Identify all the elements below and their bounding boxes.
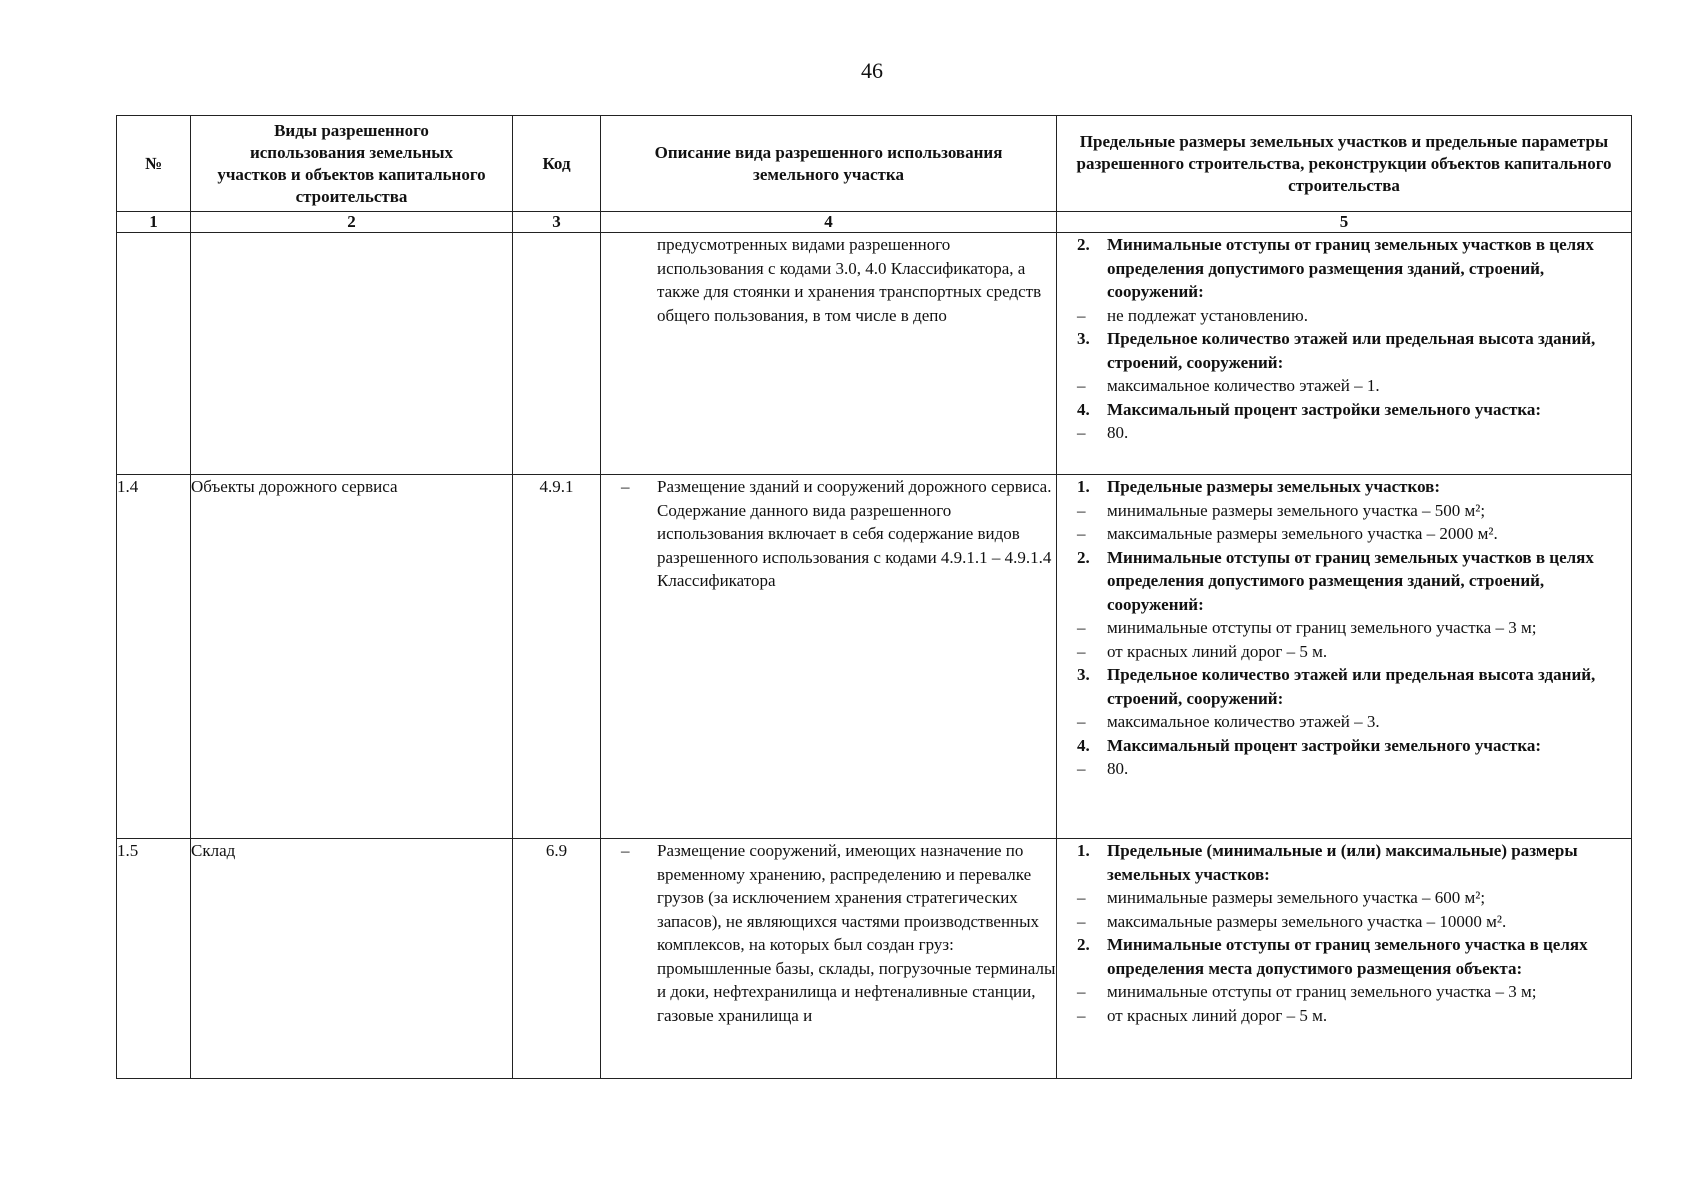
column-index: 1 [117,212,191,233]
parameter-text: Максимальный процент застройки земельного участка: [1107,399,1542,419]
parameter-item [1057,910,1631,934]
parameter-text: максимальные размеры земельного участка – 10000 м². [1107,911,1507,931]
parameter-item [1057,374,1631,398]
use-type-name [191,233,513,475]
land-use-table [116,115,1632,1079]
description-line [601,233,1056,327]
parameter-item [1057,304,1631,328]
parameter-item [1057,710,1631,734]
item-number: 3. [1077,329,1090,348]
parameter-text: Минимальные отступы от границ земельного участка в целях определения места допустимого размещения объекта: [1107,935,1588,978]
parameter-text: не подлежат установлению. [1107,305,1309,325]
header-code: Код [513,116,601,212]
parameter-text: минимальные отступы от границ земельного участка – 3 м; [1107,618,1537,637]
parameter-text: 80. [1107,759,1129,778]
parameter-item [1057,616,1631,640]
use-description [601,233,1057,475]
description-text: Размещение зданий и сооружений дорожного сервиса. Содержание данного вида разрешенного использования включает в себя содержание видов разрешенного использования с кодами 4.9.1.1 – 4.9.1.4 Классификатора [657,477,1052,590]
parameter-heading [1057,839,1631,886]
header-parameters: Предельные размеры земельных участков и предельные параметры разрешенного строительства, реконструкции объектов капитального строительства [1057,116,1632,212]
header-description: Описание вида разрешенного использования земельного участка [601,116,1057,212]
parameter-text: Предельные размеры земельных участков: [1107,477,1441,496]
parameter-item [1057,421,1631,445]
parameter-item [1057,886,1631,910]
item-number: 2. [1077,235,1090,254]
dash-marker: – [1077,712,1086,731]
dash-marker: – [1077,376,1086,395]
dash-marker: – [621,477,630,496]
parameter-text: Предельное количество этажей или предельная высота зданий, строений, сооружений: [1107,329,1596,372]
column-index: 3 [513,212,601,233]
column-index-row [117,212,1632,233]
header-no: № [117,116,191,212]
parameter-heading [1057,663,1631,710]
parameter-item [1057,1004,1631,1028]
header-row [117,116,1632,212]
item-number: 1. [1077,477,1090,496]
dash-marker: – [1077,759,1086,778]
dash-marker: – [1077,524,1086,543]
dash-marker: – [1077,305,1086,325]
column-index: 4 [601,212,1057,233]
parameter-item [1057,757,1631,781]
parameter-text: 80. [1107,423,1129,442]
parameter-heading [1057,398,1631,422]
description-line [601,839,1056,1027]
dash-marker: – [1077,423,1086,442]
column-index: 5 [1057,212,1632,233]
parameter-text: от красных линий дорог – 5 м. [1107,1005,1328,1025]
parameter-text: максимальные размеры земельного участка – 2000 м². [1107,524,1498,543]
parameter-text: максимальное количество этажей – 1. [1107,376,1380,395]
use-type-code: 4.9.1 [513,475,601,839]
parameter-heading [1057,233,1631,304]
table-row [117,839,1632,1079]
use-type-code: 6.9 [513,839,601,1079]
description-line [601,475,1056,593]
dash-marker: – [1077,641,1086,661]
parameters-cell [1057,475,1632,839]
description-text: предусмотренных видами разрешенного использования с кодами 3.0, 4.0 Классификатора, а также для стоянки и хранения транспортных средств общего пользования, в том числе в депо [657,235,1042,325]
description-text: Размещение сооружений, имеющих назначение по временному хранению, распределению и перевалке грузов (за исключением хранения стратегических запасов), не являющихся частями производственных комплексов, на которых был создан груз: промышленные базы, склады, погрузочные терминалы и доки, нефтехранилища и нефтеналивные станции, газовые хранилища и [657,841,1056,1025]
parameter-text: минимальные размеры земельного участка – 500 м²; [1107,500,1486,520]
parameter-text: Предельные (минимальные и (или) максимальные) размеры земельных участков: [1107,841,1578,884]
dash-marker: – [1077,500,1086,520]
row-number [117,233,191,475]
item-number: 4. [1077,735,1090,755]
parameter-heading [1057,933,1631,980]
use-description [601,475,1057,839]
item-number: 1. [1077,841,1090,860]
parameter-text: Максимальный процент застройки земельного участка: [1107,735,1542,755]
parameter-item [1057,499,1631,523]
column-index: 2 [191,212,513,233]
item-number: 2. [1077,547,1090,567]
parameter-text: Минимальные отступы от границ земельных участков в целях определения допустимого размещения зданий, строений, сооружений: [1107,547,1594,614]
parameter-text: Предельное количество этажей или предельная высота зданий, строений, сооружений: [1107,665,1596,708]
dash-marker: – [1077,982,1086,1001]
dash-marker: – [1077,1005,1086,1025]
header-use-type: Виды разрешенного использования земельных участков и объектов капитального строительства [191,116,513,212]
parameter-item [1057,640,1631,664]
parameter-text: Минимальные отступы от границ земельных участков в целях определения допустимого размещения зданий, строений, сооружений: [1107,235,1594,301]
parameter-heading [1057,546,1631,617]
item-number: 2. [1077,935,1090,954]
parameters-cell [1057,839,1632,1079]
item-number: 4. [1077,399,1090,419]
table-row [117,233,1632,475]
parameter-text: минимальные размеры земельного участка – 600 м²; [1107,888,1486,907]
dash-marker: – [621,841,630,860]
parameter-item [1057,522,1631,546]
parameter-text: максимальное количество этажей – 3. [1107,712,1380,731]
row-number: 1.5 [117,839,191,1079]
parameter-item [1057,980,1631,1004]
item-number: 3. [1077,665,1090,684]
use-description [601,839,1057,1079]
parameters-cell [1057,233,1632,475]
parameter-heading [1057,327,1631,374]
parameter-text: минимальные отступы от границ земельного участка – 3 м; [1107,982,1537,1001]
dash-marker: – [1077,911,1086,931]
parameter-heading [1057,734,1631,758]
parameter-heading [1057,475,1631,499]
use-type-name: Склад [191,839,513,1079]
dash-marker: – [1077,888,1086,907]
table-row [117,475,1632,839]
parameter-text: от красных линий дорог – 5 м. [1107,641,1328,661]
use-type-code [513,233,601,475]
dash-marker: – [1077,618,1086,637]
row-number: 1.4 [117,475,191,839]
page-number: 46 [861,58,883,83]
use-type-name: Объекты дорожного сервиса [191,475,513,839]
